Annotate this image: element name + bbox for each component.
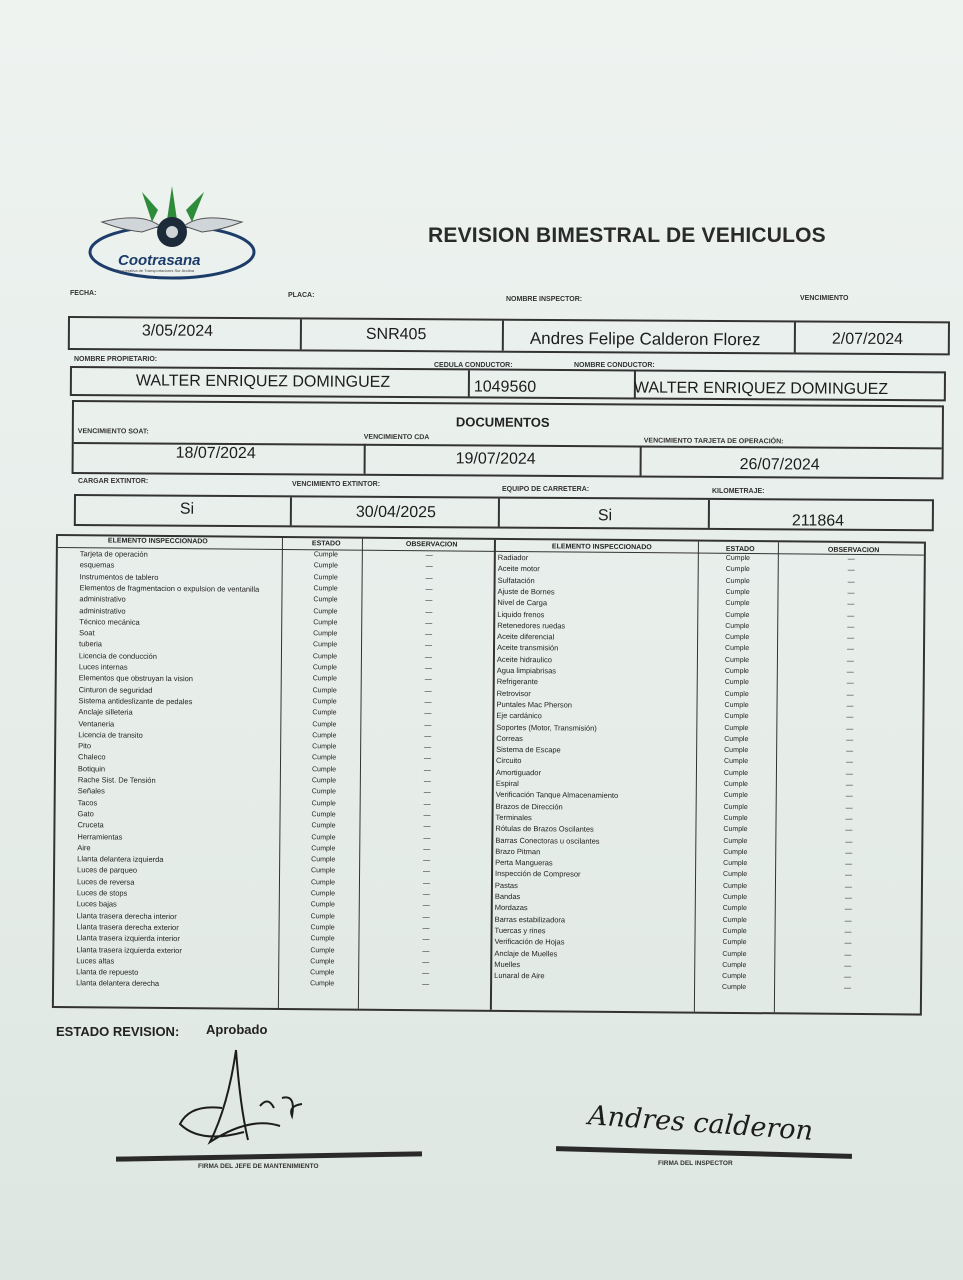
table-row-observacion: — — [422, 891, 430, 899]
table-row-estado: Cumple — [313, 641, 338, 649]
table-row-item: Luces de stops — [76, 888, 128, 898]
table-row-estado: Cumple — [313, 573, 338, 582]
table-row-item: Rache Sist. De Tensión — [77, 775, 156, 785]
table-row-observacion: — — [844, 883, 852, 891]
table-row-item: Amortiguador — [495, 767, 542, 777]
table-row-item: Aceite transmisión — [496, 643, 559, 653]
table-row-item: Cruceta — [77, 820, 104, 830]
table-row-item: Barras Conectoras u oscilantes — [495, 835, 600, 846]
table-row-estado: Cumple — [310, 946, 335, 954]
table-row-estado: Cumple — [724, 690, 749, 698]
table-row-estado: Cumple — [722, 961, 747, 969]
table-row-item: Luces altas — [76, 955, 115, 966]
table-row-observacion: — — [422, 913, 430, 921]
table-row-estado: Cumple — [725, 588, 750, 596]
table-row-item: Pito — [78, 741, 92, 751]
table-row-estado: Cumple — [313, 551, 338, 559]
table-row-estado: Cumple — [312, 732, 337, 740]
label-inspector: NOMBRE INSPECTOR: — [506, 296, 583, 303]
table-row-estado: Cumple — [311, 811, 336, 819]
table-row-item: Soat — [79, 628, 95, 638]
table-row-item: Perta Mangueras — [495, 857, 553, 868]
table-row-estado: Cumple — [312, 743, 337, 751]
table-row-estado: Cumple — [723, 780, 748, 789]
table-row-item: tuberia — [79, 639, 103, 649]
table-row-estado: Cumple — [725, 554, 750, 563]
table-row-observacion: — — [424, 733, 432, 741]
label-venc-extintor: VENCIMIENTO EXTINTOR: — [292, 481, 381, 488]
cargar-extintor-value: Si — [179, 500, 195, 518]
table-row-item: Tacos — [77, 797, 98, 807]
table-row-item: Chaleco — [78, 752, 106, 762]
table-row-item: Gato — [77, 809, 94, 819]
kilometraje-value: 211864 — [791, 512, 845, 530]
label-cedula: CEDULA CONDUCTOR: — [434, 362, 513, 369]
table-row-estado: Cumple — [313, 630, 338, 638]
table-row-observacion: — — [846, 747, 854, 756]
table-row-observacion: — — [425, 597, 433, 605]
document-title: REVISION BIMESTRAL DE VEHICULOS — [428, 224, 826, 247]
table-row-estado: Cumple — [722, 939, 747, 947]
table-row-observacion: — — [844, 951, 852, 959]
table-row-estado: Cumple — [311, 777, 337, 785]
table-row-estado: Cumple — [724, 679, 749, 687]
table-row-observacion: — — [845, 770, 853, 778]
table-row-observacion: — — [844, 906, 852, 914]
table-row-observacion: — — [847, 601, 855, 609]
table-row-estado: Cumple — [724, 713, 749, 721]
cda-value: 19/07/2024 — [455, 450, 536, 468]
table-row-estado: Cumple — [723, 803, 748, 811]
placa-value: SNR405 — [365, 325, 427, 344]
table-row-observacion: — — [844, 928, 852, 936]
table-row-observacion: — — [424, 755, 432, 763]
documents-section — [72, 400, 944, 479]
table-row-observacion: — — [845, 815, 853, 823]
table-row-estado: Cumple — [722, 882, 748, 890]
label-equipo: EQUIPO DE CARRETERA: — [502, 486, 590, 493]
table-row-item: Aceite motor — [497, 564, 540, 574]
inspection-table — [52, 534, 926, 1016]
table-row-estado: Cumple — [722, 950, 747, 958]
table-row-estado: Cumple — [311, 799, 336, 808]
table-row-observacion: — — [423, 778, 431, 786]
table-row-item: administrativo — [79, 594, 126, 604]
table-row-estado: Cumple — [310, 901, 335, 909]
table-row-observacion: — — [847, 612, 855, 620]
documents-title: DOCUMENTOS — [455, 414, 550, 430]
table-row-item: Retrovisor — [496, 688, 531, 698]
table-row-estado: Cumple — [310, 878, 336, 887]
table-row-observacion: — — [425, 620, 433, 628]
table-row-item: Refrigerante — [496, 677, 539, 687]
table-row-item: Sistema antideslizante de pedales — [78, 696, 193, 707]
table-row-item: Llanta delantera izquierda — [77, 854, 164, 865]
table-row-item: Licencia de transito — [78, 729, 143, 740]
table-row-estado: Cumple — [312, 664, 337, 672]
signature-line-inspector — [556, 1146, 852, 1159]
table-row-item: Eje cardánico — [496, 711, 542, 721]
table-row-item: Circuito — [495, 756, 522, 766]
table-row-estado: Cumple — [725, 566, 750, 574]
table-row-item: Cinturon de seguridad — [78, 684, 153, 695]
table-row-estado: Cumple — [310, 912, 335, 921]
table-row-estado: Cumple — [311, 788, 336, 796]
table-row-item: Puntales Mac Pherson — [496, 699, 573, 710]
table-row-item: Llanta delantera derecha — [76, 978, 160, 989]
table-row-item: Brazos de Dirección — [495, 801, 563, 812]
table-row-observacion: — — [424, 687, 432, 695]
estado-revision-label: ESTADO REVISION: — [56, 1024, 180, 1039]
table-row-observacion: — — [847, 589, 855, 597]
table-row-item: Sulfatación — [497, 575, 535, 585]
label-tarjeta: VENCIMIENTO TARJETA DE OPERACIÓN: — [643, 437, 784, 446]
table-row-observacion: — — [845, 872, 853, 880]
table-row-estado: Cumple — [724, 656, 750, 664]
table-row-item: Licencia de conducción — [78, 650, 157, 661]
table-row-item: Instrumentos de tablero — [79, 571, 159, 582]
table-row-observacion: — — [425, 608, 433, 616]
table-row-estado: Cumple — [723, 792, 748, 800]
table-row-observacion: — — [844, 973, 852, 982]
table-row-item: Llanta trasera derecha exterior — [76, 922, 179, 932]
table-row-estado: Cumple — [722, 905, 747, 913]
table-row-estado: Cumple — [310, 958, 335, 966]
table-row-observacion: — — [846, 725, 854, 733]
table-row-item: Ajuste de Bornes — [497, 586, 555, 597]
table-row-item: Pastas — [494, 880, 518, 890]
table-row-estado: Cumple — [723, 837, 748, 845]
table-row-observacion: — — [425, 574, 433, 582]
soat-value: 18/07/2024 — [175, 444, 256, 463]
row-general-info — [68, 316, 950, 355]
table-row-observacion: — — [424, 653, 432, 661]
table-row-estado: Cumple — [722, 893, 748, 902]
inspector-value: Andres Felipe Calderon Florez — [529, 328, 761, 350]
table-row-observacion: — — [845, 793, 853, 801]
table-row-observacion: — — [424, 710, 432, 718]
table-row-observacion: — — [424, 721, 432, 729]
table-row-estado: Cumple — [310, 969, 335, 977]
label-cda: VENCIMIENTO CDA — [363, 433, 430, 442]
table-row-observacion: — — [846, 668, 854, 676]
table-row-item: Elementos que obstruyan la vision — [78, 673, 194, 684]
table-row-observacion: — — [423, 800, 431, 808]
table-row-observacion: — — [844, 940, 852, 948]
table-row-estado: Cumple — [313, 607, 338, 615]
table-row-estado: Cumple — [725, 577, 750, 585]
table-row-item: Aceite diferencial — [497, 631, 555, 642]
table-row-item: administrativo — [79, 605, 126, 616]
table-row-observacion: — — [423, 823, 431, 831]
table-row-estado: Cumple — [725, 622, 750, 630]
table-row-observacion: — — [845, 804, 853, 812]
table-row-estado: Cumple — [725, 611, 750, 619]
table-row-observacion: — — [844, 985, 852, 993]
table-row-item: Retenedores ruedas — [497, 620, 566, 631]
table-row-estado: Cumple — [723, 769, 749, 777]
table-row-observacion: — — [424, 665, 432, 673]
table-row-item: Correas — [496, 733, 523, 743]
table-row-estado: Cumple — [722, 916, 747, 924]
table-row-estado: Cumple — [310, 935, 335, 943]
table-row-observacion: — — [844, 917, 852, 925]
table-row-item: Sistema de Escape — [496, 744, 561, 755]
table-row-observacion: — — [422, 925, 430, 933]
table-row-observacion: — — [845, 827, 853, 835]
table-row-observacion: — — [845, 849, 853, 857]
table-row-observacion: — — [422, 959, 430, 967]
table-row-estado: Cumple — [311, 822, 336, 830]
table-row-estado: Cumple — [724, 645, 750, 653]
table-row-item: Luces de parqueo — [77, 865, 138, 876]
table-row-item: Radiador — [497, 552, 529, 563]
table-row-estado: Cumple — [313, 585, 338, 593]
header-estado-left: ESTADO — [311, 540, 341, 548]
cedula-value: 1049560 — [473, 378, 537, 396]
table-row-item: Tarjeta de operación — [79, 549, 148, 559]
table-row-estado: Cumple — [722, 927, 747, 935]
table-row-item: Rótulas de Brazos Oscilantes — [495, 824, 594, 834]
table-row-estado: Cumple — [311, 867, 336, 875]
table-row-observacion: — — [425, 631, 433, 639]
table-row-estado: Cumple — [313, 562, 338, 570]
equipo-value: Si — [597, 507, 613, 525]
table-row-item: Llanta trasera derecha interior — [76, 910, 177, 921]
header-observacion-right: OBSERVACION — [827, 546, 880, 555]
table-row-item: Luces bajas — [76, 899, 117, 909]
table-row-item: Muelles — [494, 959, 521, 969]
table-row-item: Botiquin — [77, 763, 106, 774]
table-row-observacion: — — [424, 699, 432, 707]
table-row-observacion: — — [425, 563, 433, 571]
row-owner-driver — [70, 366, 946, 401]
table-row-estado: Cumple — [311, 765, 337, 774]
label-placa: PLACA: — [288, 292, 315, 299]
table-row-item: Técnico mecánica — [79, 617, 140, 627]
table-row-observacion: — — [845, 860, 853, 869]
table-row-item: Anclaje silleteria — [78, 707, 133, 717]
table-row-item: Llanta trasera izquierda interior — [76, 933, 180, 944]
table-row-observacion: — — [423, 834, 431, 842]
table-row-item: Tuercas y rines — [494, 925, 546, 936]
table-row-observacion: — — [423, 812, 431, 820]
label-vencimiento: VENCIMIENTO — [800, 295, 849, 302]
table-row-observacion: — — [846, 736, 854, 744]
label-soat: VENCIMIENTO SOAT: — [77, 428, 149, 436]
table-row-estado: Cumple — [311, 856, 336, 864]
table-row-observacion: — — [847, 635, 855, 643]
table-row-observacion: — — [847, 555, 855, 563]
table-row-observacion: — — [847, 567, 855, 575]
table-row-observacion: — — [422, 879, 430, 887]
table-row-observacion: — — [423, 857, 431, 865]
table-row-estado: Cumple — [724, 701, 749, 709]
table-row-observacion: — — [847, 623, 855, 631]
table-row-item: Elementos de fragmentacion o expulsion de ventanilla — [79, 583, 260, 594]
header-estado-right: ESTADO — [725, 545, 755, 554]
table-row-item: Luces de reversa — [76, 876, 135, 887]
label-propietario: NOMBRE PROPIETARIO: — [74, 356, 158, 363]
table-row-estado: Cumple — [724, 735, 749, 743]
table-row-observacion: — — [845, 781, 853, 789]
table-row-observacion: — — [425, 586, 433, 594]
table-row-estado: Cumple — [311, 833, 336, 841]
table-row-estado: Cumple — [723, 826, 748, 834]
table-row-item: Barras estabilizadora — [494, 914, 566, 925]
table-row-estado: Cumple — [723, 848, 748, 856]
table-row-observacion: — — [423, 766, 431, 774]
table-row-observacion: — — [422, 947, 430, 955]
table-row-item: Aire — [77, 842, 91, 853]
company-subtitle: Cooperativa de Transportadores Sur Andina — [116, 268, 195, 273]
table-row-estado: Cumple — [723, 859, 748, 868]
table-row-estado: Cumple — [722, 972, 747, 981]
table-row-observacion: — — [425, 642, 433, 650]
label-fecha: FECHA: — [70, 290, 97, 297]
label-kilometraje: KILOMETRAJE: — [712, 488, 765, 495]
table-row-item: Herramientas — [77, 831, 123, 842]
table-row-observacion: — — [424, 676, 432, 684]
company-name: Cootrasana — [118, 252, 201, 269]
table-row-observacion: — — [844, 962, 852, 970]
maintenance-signature — [170, 1046, 330, 1156]
table-row-observacion: — — [846, 702, 854, 710]
table-row-observacion: — — [425, 552, 433, 560]
table-row-item: Llanta trasera izquierda exterior — [76, 944, 182, 955]
table-row-item: Soportes (Motor, Transmisión) — [496, 722, 597, 733]
table-row-estado: Cumple — [310, 924, 335, 932]
table-row-item: Llanta de repuesto — [76, 967, 139, 977]
table-row-item: Ventaneria — [78, 718, 115, 729]
table-row-item: Liquido frenos — [497, 609, 545, 619]
table-row-estado: Cumple — [312, 652, 338, 661]
table-row-observacion: — — [846, 646, 855, 654]
table-row-estado: Cumple — [723, 871, 748, 879]
table-row-observacion: — — [845, 838, 853, 846]
label-conductor: NOMBRE CONDUCTOR: — [574, 362, 655, 369]
table-row-item: Nivel de Carga — [497, 598, 548, 608]
conductor-value: WALTER ENRIQUEZ DOMINGUEZ — [633, 379, 889, 398]
table-row-item: Agua limpiabrisas — [496, 665, 557, 676]
tarjeta-value: 26/07/2024 — [739, 456, 820, 474]
table-row-item: Espiral — [495, 778, 519, 789]
table-row-estado: Cumple — [722, 984, 747, 992]
table-row-observacion: — — [422, 936, 430, 944]
inspector-signature: Andres calderon — [587, 1100, 814, 1147]
table-row-item: Mordazas — [494, 903, 528, 913]
table-row-observacion: — — [424, 744, 432, 752]
table-row-estado: Cumple — [312, 720, 337, 728]
table-row-observacion: — — [846, 691, 854, 699]
table-row-estado: Cumple — [313, 619, 338, 627]
table-row-item: Verificación de Hojas — [494, 937, 565, 947]
header-observacion-left: OBSERVACION — [405, 541, 458, 549]
table-row-estado: Cumple — [724, 667, 749, 676]
table-row-estado: Cumple — [725, 633, 750, 642]
table-row-observacion: — — [422, 981, 430, 989]
label-cargar-extintor: CARGAR EXTINTOR: — [78, 478, 149, 485]
table-row-estado: Cumple — [724, 746, 749, 755]
table-row-estado: Cumple — [312, 709, 337, 717]
table-row-estado: Cumple — [725, 600, 750, 608]
table-row-item: Inspección de Compresor — [495, 869, 581, 879]
table-row-estado: Cumple — [313, 596, 338, 604]
table-row-observacion: — — [846, 759, 854, 767]
firma-inspector-caption: FIRMA DEL INSPECTOR — [658, 1160, 733, 1167]
estado-revision-value: Aprobado — [206, 1022, 268, 1037]
fecha-value: 3/05/2024 — [141, 322, 214, 340]
table-row-observacion: — — [422, 970, 430, 978]
table-row-item: esquemas — [79, 560, 115, 570]
table-row-estado: Cumple — [724, 758, 749, 766]
propietario-value: WALTER ENRIQUEZ DOMINGUEZ — [135, 372, 391, 391]
table-row-item: Terminales — [495, 812, 532, 823]
table-row-estado: Cumple — [310, 980, 335, 988]
table-row-observacion: — — [847, 578, 855, 586]
table-row-estado: Cumple — [312, 754, 337, 762]
table-row-estado: Cumple — [724, 724, 749, 732]
table-row-observacion: — — [846, 714, 854, 722]
venc-extintor-value: 30/04/2025 — [355, 503, 437, 522]
table-row-observacion: — — [423, 789, 431, 797]
firma-jefe-caption: FIRMA DEL JEFE DE MANTENIMIENTO — [198, 1163, 319, 1170]
table-row-estado: Cumple — [310, 890, 336, 898]
table-row-item: Verificación Tanque Almacenamiento — [495, 790, 619, 801]
table-row-observacion: — — [423, 846, 431, 854]
table-row-item: Brazo Pitman — [495, 846, 541, 857]
table-row-estado: Cumple — [312, 686, 337, 695]
table-row-item: Señales — [77, 786, 105, 796]
table-row-item: Bandas — [494, 891, 521, 902]
table-row-observacion: — — [423, 868, 431, 876]
table-row-item: Aceite hidraulico — [496, 654, 552, 665]
table-row-observacion: — — [844, 894, 852, 902]
header-elemento-left: ELEMENTO INSPECCIONADO — [107, 537, 208, 546]
table-row-estado: Cumple — [311, 845, 336, 853]
table-row-estado: Cumple — [723, 814, 748, 822]
row-extintor — [74, 494, 934, 531]
table-row-estado: Cumple — [312, 698, 337, 706]
table-row-item: Lunaral de Aire — [494, 970, 545, 981]
table-row-item: Luces internas — [78, 662, 128, 672]
table-row-observacion: — — [846, 657, 854, 665]
vencimiento-value: 2/07/2024 — [831, 330, 904, 349]
table-row-estado: Cumple — [312, 675, 337, 683]
header-elemento-right: ELEMENTO INSPECCIONADO — [551, 543, 652, 552]
table-row-item: Anclaje de Muelles — [494, 948, 558, 958]
table-row-observacion: — — [422, 902, 430, 910]
table-row-observacion: — — [846, 680, 854, 688]
